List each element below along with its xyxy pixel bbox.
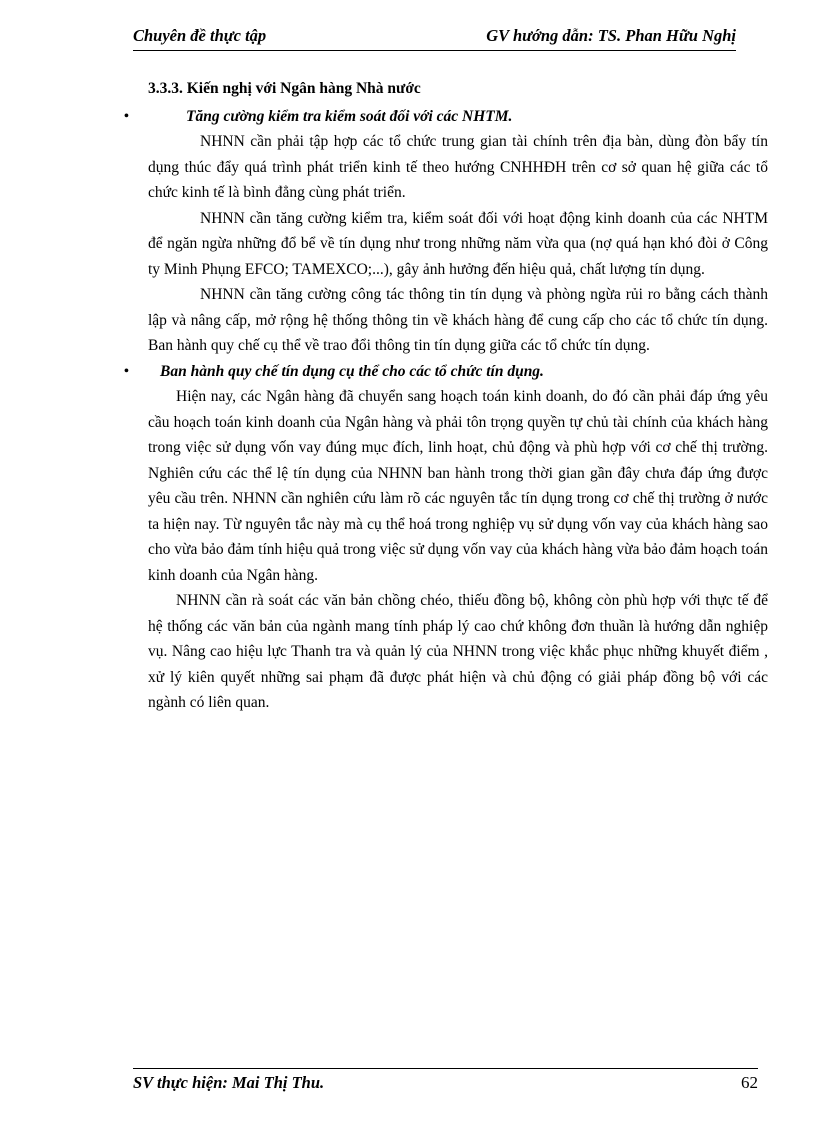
section-heading: 3.3.3. Kiến nghị với Ngân hàng Nhà nước [148,80,421,97]
paragraph: NHNN cần rà soát các văn bản chồng chéo, thiếu đồng bộ, không còn phù hợp với thực tế để hệ thống các văn bản của ngành mang tính pháp lý cao chứ không đơn thuần là hướng dẫn nghiệp vụ. Nâng cao hiệu lực Thanh tra và quản lý của NHNN trong việc khắc phục những khuyết điểm , xử lý kiên quyết những sai phạm đã được phát hiện và chủ động có giải pháp đồng bộ với các ngành có liên quan. [148,592,768,711]
paragraph: Hiện nay, các Ngân hàng đã chuyển sang hoạch toán kinh doanh, do đó cần phải đáp ứng yêu cầu hoạch toán kinh doanh của Ngân hàng và phải tôn trọng quyền tự chủ tài chính của khách hàng trong việc sử dụng vốn vay đúng mục đích, linh hoạt, chủ động và phù hợp với cơ chế thị trường. Nghiên cứu các thể lệ tín dụng của NHNN ban hành trong thời gian gần đây chưa đáp ứng được yêu cầu trên. NHNN cần nghiên cứu làm rõ các nguyên tắc tín dụng trong cơ chế thị trường ở nước ta hiện nay. Từ nguyên tắc này mà cụ thể hoá trong nghiệp vụ sử dụng vốn vay của khách hàng sao cho vừa bảo đảm tính hiệu quả trong việc sử dụng vốn vay của khách hàng vừa bảo đảm hoạch toán kinh doanh của Ngân hàng. [148,388,768,584]
bullet-icon: • [124,108,129,124]
bullet-item-1 [124,104,768,130]
header-course-title: Chuyên đề thực tập [133,26,267,45]
page-number: 62 [741,1073,758,1092]
paragraph: NHNN cần tăng cường công tác thông tin tín dụng và phòng ngừa rủi ro bằng cách thành lập và nâng cấp, mở rộng hệ thống thông tin về khách hàng để cung cấp cho các tổ chức tín dụng. Ban hành quy chế cụ thể về trao đổi thông tin tín dụng giữa các tổ chức tín dụng. [148,286,768,354]
paragraph: NHNN cần phải tập hợp các tổ chức trung gian tài chính trên địa bàn, dùng đòn bẩy tín dụng thúc đẩy quá trình phát triển kinh tế theo hướng CNHHĐH trên cơ sở quan hệ giữa các tổ chức kinh tế là bình đẳng cùng phát triển. [148,133,768,201]
bullet-title: Ban hành quy chế tín dụng cụ thể cho các tổ chức tín dụng. [160,362,544,380]
footer-student: SV thực hiện: Mai Thị Thu. [133,1073,325,1092]
bullet-title: Tăng cường kiểm tra kiểm soát đối với các NHTM. [186,107,513,125]
bullet-item-2 [124,359,768,385]
bullet-icon: • [124,363,129,379]
page-footer [133,1068,758,1099]
header-advisor: GV hướng dẫn: TS. Phan Hữu Nghị [486,26,736,45]
paragraph: NHNN cần tăng cường kiểm tra, kiểm soát đối với hoạt động kinh doanh của các NHTM để ngăn ngừa những đổ bể về tín dụng như trong những năm vừa qua (nợ quá hạn khó đòi ở Công ty Minh Phụng EFCO; TAMEXCO;...), gây ảnh hưởng đến hiệu quả, chất lượng tín dụng. [148,209,768,278]
page-content [124,76,768,716]
page-header [133,24,736,51]
